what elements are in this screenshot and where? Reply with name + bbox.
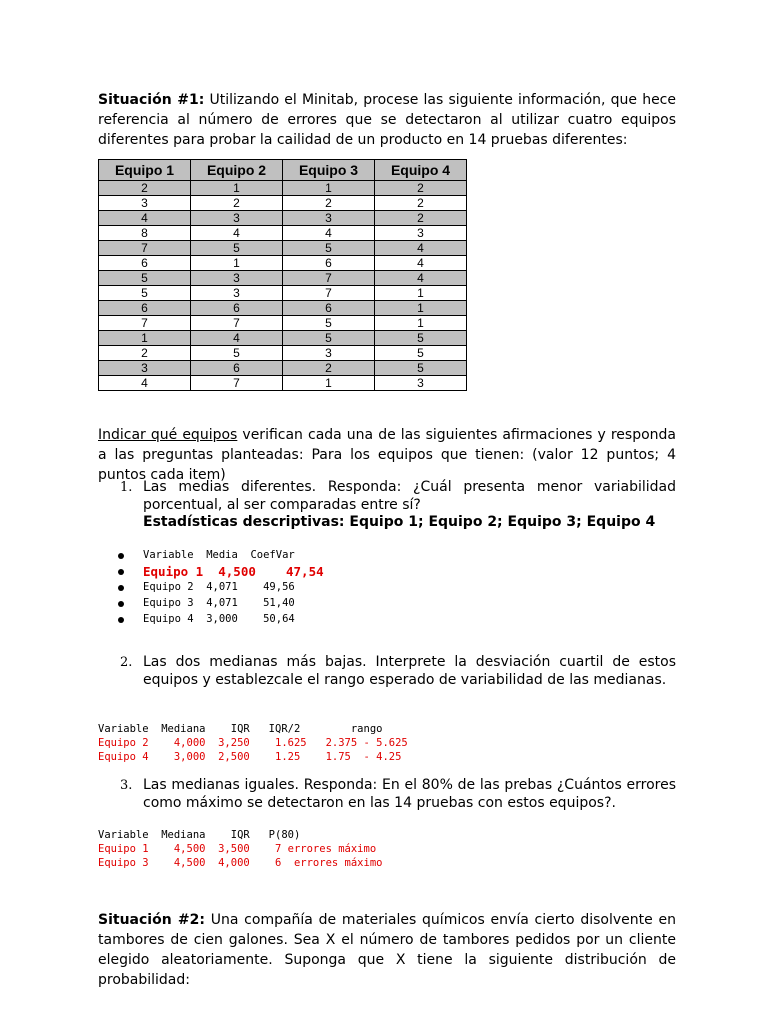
instructions-text: verifican cada una de las siguientes afirmaciones y responda a las preguntas planteadas: Para los equipos que tienen: (valor 12 puntos; 4 puntos cada item) bbox=[98, 427, 677, 483]
table-cell: 7 bbox=[99, 241, 191, 256]
table-row bbox=[99, 196, 467, 211]
table-cell: 4 bbox=[191, 226, 283, 241]
table-cell: 3 bbox=[375, 226, 467, 241]
table-cell: 7 bbox=[191, 316, 283, 331]
table-cell: 2 bbox=[99, 346, 191, 361]
table-cell: 6 bbox=[99, 301, 191, 316]
table-cell: 2 bbox=[191, 196, 283, 211]
table-cell: 5 bbox=[191, 346, 283, 361]
table-cell: 3 bbox=[375, 376, 467, 391]
table-cell: 6 bbox=[191, 361, 283, 376]
table-cell: 2 bbox=[283, 361, 375, 376]
table-row bbox=[99, 256, 467, 271]
table-cell: 4 bbox=[375, 256, 467, 271]
table-header-cell: Equipo 1 bbox=[99, 160, 191, 181]
table-cell: 6 bbox=[191, 301, 283, 316]
table-cell: 1 bbox=[283, 376, 375, 391]
instructions-paragraph bbox=[98, 425, 676, 485]
table-row bbox=[99, 226, 467, 241]
table-cell: 3 bbox=[191, 271, 283, 286]
question-2-number: 2. bbox=[120, 655, 133, 670]
table-cell: 7 bbox=[99, 316, 191, 331]
question-3-header: Variable Mediana IQR P(80) bbox=[98, 829, 301, 841]
situation-2-label: Situación #2: bbox=[98, 912, 205, 928]
table-cell: 1 bbox=[191, 256, 283, 271]
table-cell: 6 bbox=[99, 256, 191, 271]
instructions-underlined: Indicar qué equipos bbox=[98, 427, 238, 443]
question-2-row-1: Equipo 2 4,000 3,250 1.625 2.375 - 5.625 bbox=[98, 737, 408, 749]
table-cell: 3 bbox=[99, 361, 191, 376]
table-row bbox=[99, 346, 467, 361]
table-header-row bbox=[99, 160, 467, 181]
table-cell: 2 bbox=[375, 196, 467, 211]
table-cell: 3 bbox=[191, 286, 283, 301]
situation-1-paragraph bbox=[98, 90, 676, 150]
question-2-header: Variable Mediana IQR IQR/2 rango bbox=[98, 723, 383, 735]
table-cell: 4 bbox=[99, 376, 191, 391]
question-1-text: Las medias diferentes. Responda: ¿Cuál presenta menor variabilidad porcentual, al ser comparadas entre sí? bbox=[143, 479, 676, 513]
question-2-text: Las dos medianas más bajas. Interprete la desviación cuartil de estos equipos y establezcale el rango esperado de variabilidad de las medianas. bbox=[143, 654, 676, 688]
table-cell: 4 bbox=[99, 211, 191, 226]
table-cell: 5 bbox=[283, 241, 375, 256]
table-cell: 5 bbox=[283, 331, 375, 346]
question-1-bold-heading: Estadísticas descriptivas: Equipo 1; Equipo 2; Equipo 3; Equipo 4 bbox=[143, 514, 656, 530]
question-3-number: 3. bbox=[120, 778, 133, 793]
situation-2-text: Una compañía de materiales químicos envía cierto disolvente en tambores de cien galones. Sea X el número de tambores pedidos por un cliente elegido aleatoriamente. Suponga que X tiene la siguiente distribución de probabilidad: bbox=[98, 912, 676, 988]
result-line-highlight: Equipo 1 4,500 47,54 bbox=[143, 564, 324, 579]
table-cell: 5 bbox=[191, 241, 283, 256]
table-row bbox=[99, 211, 467, 226]
question-3-row-2: Equipo 3 4,500 4,000 6 errores máximo bbox=[98, 857, 383, 869]
table-cell: 4 bbox=[283, 226, 375, 241]
table-cell: 4 bbox=[375, 271, 467, 286]
table-cell: 2 bbox=[375, 211, 467, 226]
result-line: Equipo 3 4,071 51,40 bbox=[143, 597, 295, 609]
result-line: Equipo 4 3,000 50,64 bbox=[143, 613, 295, 625]
table-row bbox=[99, 241, 467, 256]
table-row bbox=[99, 376, 467, 391]
table-row bbox=[99, 331, 467, 346]
table-cell: 5 bbox=[99, 271, 191, 286]
errors-table bbox=[98, 159, 467, 391]
bullet-icon bbox=[118, 617, 124, 623]
table-cell: 5 bbox=[99, 286, 191, 301]
situation-1-text: Utilizando el Minitab, procese las siguiente información, que hece referencia al número de errores que se detectaron al utilizar cuatro equipos diferentes para probar la cailidad de un producto en 14 pruebas diferentes: bbox=[98, 92, 676, 148]
table-cell: 1 bbox=[191, 181, 283, 196]
table-row bbox=[99, 301, 467, 316]
table-cell: 7 bbox=[283, 271, 375, 286]
table-row bbox=[99, 316, 467, 331]
table-cell: 1 bbox=[99, 331, 191, 346]
table-cell: 2 bbox=[283, 196, 375, 211]
table-cell: 4 bbox=[191, 331, 283, 346]
table-cell: 6 bbox=[283, 256, 375, 271]
result-line: Equipo 2 4,071 49,56 bbox=[143, 581, 295, 593]
situation-1-label: Situación #1: bbox=[98, 92, 205, 108]
table-header-cell: Equipo 3 bbox=[283, 160, 375, 181]
table-cell: 1 bbox=[283, 181, 375, 196]
table-row bbox=[99, 271, 467, 286]
table-cell: 5 bbox=[283, 316, 375, 331]
table-cell: 6 bbox=[283, 301, 375, 316]
table-header-cell: Equipo 4 bbox=[375, 160, 467, 181]
table-cell: 7 bbox=[191, 376, 283, 391]
table-cell: 3 bbox=[99, 196, 191, 211]
bullet-icon bbox=[118, 553, 124, 559]
situation-2-paragraph bbox=[98, 910, 676, 990]
table-cell: 2 bbox=[375, 181, 467, 196]
bullet-icon bbox=[118, 601, 124, 607]
table-header-cell: Equipo 2 bbox=[191, 160, 283, 181]
table-cell: 1 bbox=[375, 286, 467, 301]
table-cell: 3 bbox=[283, 211, 375, 226]
table-cell: 5 bbox=[375, 346, 467, 361]
table-cell: 2 bbox=[99, 181, 191, 196]
table-cell: 4 bbox=[375, 241, 467, 256]
table-cell: 8 bbox=[99, 226, 191, 241]
table-cell: 3 bbox=[191, 211, 283, 226]
bullet-icon bbox=[118, 569, 124, 575]
bullet-icon bbox=[118, 585, 124, 591]
question-1-number: 1. bbox=[120, 480, 133, 495]
table-cell: 1 bbox=[375, 316, 467, 331]
table-cell: 5 bbox=[375, 361, 467, 376]
table-cell: 1 bbox=[375, 301, 467, 316]
question-3-row-1: Equipo 1 4,500 3,500 7 errores máximo bbox=[98, 843, 377, 855]
table-row bbox=[99, 361, 467, 376]
table-cell: 7 bbox=[283, 286, 375, 301]
result-line: Variable Media CoefVar bbox=[143, 549, 295, 561]
table-row bbox=[99, 181, 467, 196]
table-cell: 5 bbox=[375, 331, 467, 346]
question-2-row-2: Equipo 4 3,000 2,500 1.25 1.75 - 4.25 bbox=[98, 751, 402, 763]
table-row bbox=[99, 286, 467, 301]
question-3-text: Las medianas iguales. Responda: En el 80% de las prebas ¿Cuántos errores como máximo se detectaron en las 14 pruebas con estos equipos?. bbox=[143, 777, 676, 811]
table-cell: 3 bbox=[283, 346, 375, 361]
